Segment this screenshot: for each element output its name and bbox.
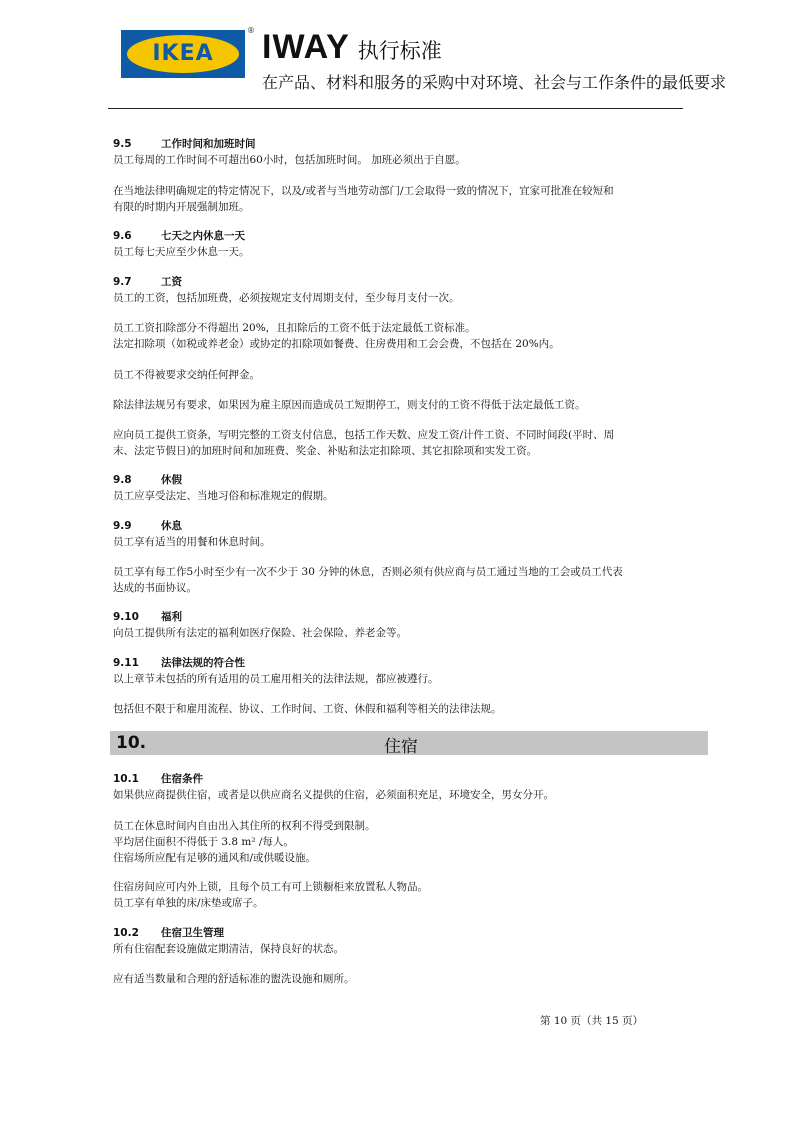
paragraph: 平均居住面积不得低于 3.8 m² /每人。 (113, 836, 294, 848)
section-heading-9-5 (113, 136, 703, 153)
logo-text: IKEA (152, 41, 214, 66)
chapter-number: 10. (116, 733, 147, 753)
paragraph: 员工享有每工作5小时至少有一次不少于 30 分钟的休息，否则必须有供应商与员工通过当地的工会或员工代表 (113, 566, 623, 578)
chapter-banner (110, 731, 708, 755)
registered-mark: ® (247, 26, 255, 35)
section-number: 9.7 (113, 276, 132, 288)
section-title: 工资 (161, 276, 182, 288)
paragraph: 员工不得被要求交纳任何押金。 (113, 369, 260, 381)
paragraph: 员工在休息时间内自由出入其住所的权利不得受到限制。 (113, 820, 376, 832)
section-title: 住宿卫生管理 (161, 927, 224, 939)
section-heading-9-8 (113, 472, 703, 489)
section-heading-9-10 (113, 609, 703, 626)
section-title: 休息 (161, 520, 182, 532)
section-number: 9.10 (113, 611, 139, 623)
section-number: 10.1 (113, 773, 139, 785)
section-heading-9-11 (113, 655, 703, 672)
section-number: 9.5 (113, 138, 132, 150)
section-heading-10-2 (113, 925, 703, 942)
section-number: 9.9 (113, 520, 132, 532)
standard-label: 执行标准 (357, 39, 442, 63)
paragraph: 如果供应商提供住宿，或者是以供应商名义提供的住宿，必须面积充足，环境安全，男女分开。 (113, 789, 554, 801)
section-title: 住宿条件 (161, 773, 203, 785)
section-title: 法律法规的符合性 (161, 657, 245, 669)
section-heading-9-9 (113, 518, 703, 535)
section-heading-9-6 (113, 228, 703, 245)
paragraph: 法定扣除项（如税或养老金）或协定的扣除项如餐费、住房费用和工会会费，不包括在 20%内。 (113, 338, 560, 350)
paragraph: 除法律法规另有要求，如果因为雇主原因而造成员工短期停工，则支付的工资不得低于法定最低工资。 (113, 399, 586, 411)
paragraph: 所有住宿配套设施做定期清洁，保持良好的状态。 (113, 943, 344, 955)
section-number: 10.2 (113, 927, 139, 939)
section-number: 9.11 (113, 657, 139, 669)
section-number: 9.8 (113, 474, 132, 486)
paragraph: 达成的书面协议。 (113, 582, 197, 594)
paragraph: 在当地法律明确规定的特定情况下，以及/或者与当地劳动部门/工会取得一致的情况下，宜家可批准在较短和 (113, 185, 614, 197)
paragraph: 住宿房间应可内外上锁，且每个员工有可上锁橱柜来放置私人物品。 (113, 881, 428, 893)
paragraph: 包括但不限于和雇用流程、协议、工作时间、工资、休假和福利等相关的法律法规。 (113, 703, 502, 715)
section-title: 福利 (161, 611, 182, 623)
section-title: 七天之内休息一天 (161, 230, 245, 242)
chapter-title: 住宿 (384, 737, 418, 757)
ikea-logo (121, 30, 245, 78)
page-number: 第 10 页（共 15 页） (540, 1015, 644, 1027)
paragraph: 末、法定节假日)的加班时间和加班费、奖金、补贴和法定扣除项、其它扣除项和实发工资。 (113, 445, 538, 457)
paragraph: 应有适当数量和合理的舒适标准的盥洗设施和厕所。 (113, 973, 355, 985)
paragraph: 员工每周的工作时间不可超出60小时，包括加班时间。 加班必须出于自愿。 (113, 154, 466, 166)
section-heading-9-7 (113, 274, 703, 291)
paragraph: 员工每七天应至少休息一天。 (113, 246, 250, 258)
header-subtitle: 在产品、材料和服务的采购中对环境、社会与工作条件的最低要求 (262, 73, 727, 92)
section-title: 工作时间和加班时间 (161, 138, 256, 150)
section-title: 休假 (161, 474, 182, 486)
section-heading-10-1 (113, 771, 703, 788)
paragraph: 员工工资扣除部分不得超出 20%，且扣除后的工资不低于法定最低工资标准。 (113, 322, 476, 334)
iway-title: IWAY (262, 28, 350, 66)
paragraph: 向员工提供所有法定的福利如医疗保险、社会保险、养老金等。 (113, 627, 407, 639)
paragraph: 有限的时期内开展强制加班。 (113, 201, 250, 213)
section-number: 9.6 (113, 230, 132, 242)
paragraph: 员工享有单独的床/床垫或席子。 (113, 897, 264, 909)
header-divider (108, 108, 683, 109)
paragraph: 应向员工提供工资条，写明完整的工资支付信息，包括工作天数、应发工资/计件工资、不同时间段(平时、周 (113, 429, 615, 441)
paragraph: 员工的工资，包括加班费，必须按规定支付周期支付，至少每月支付一次。 (113, 292, 460, 304)
paragraph: 员工享有适当的用餐和休息时间。 (113, 536, 271, 548)
header-title (262, 28, 442, 67)
paragraph: 员工应享受法定、当地习俗和标准规定的假期。 (113, 490, 334, 502)
paragraph: 住宿场所应配有足够的通风和/或供暖设施。 (113, 852, 317, 864)
paragraph: 以上章节未包括的所有适用的员工雇用相关的法律法规，都应被遵行。 (113, 673, 439, 685)
